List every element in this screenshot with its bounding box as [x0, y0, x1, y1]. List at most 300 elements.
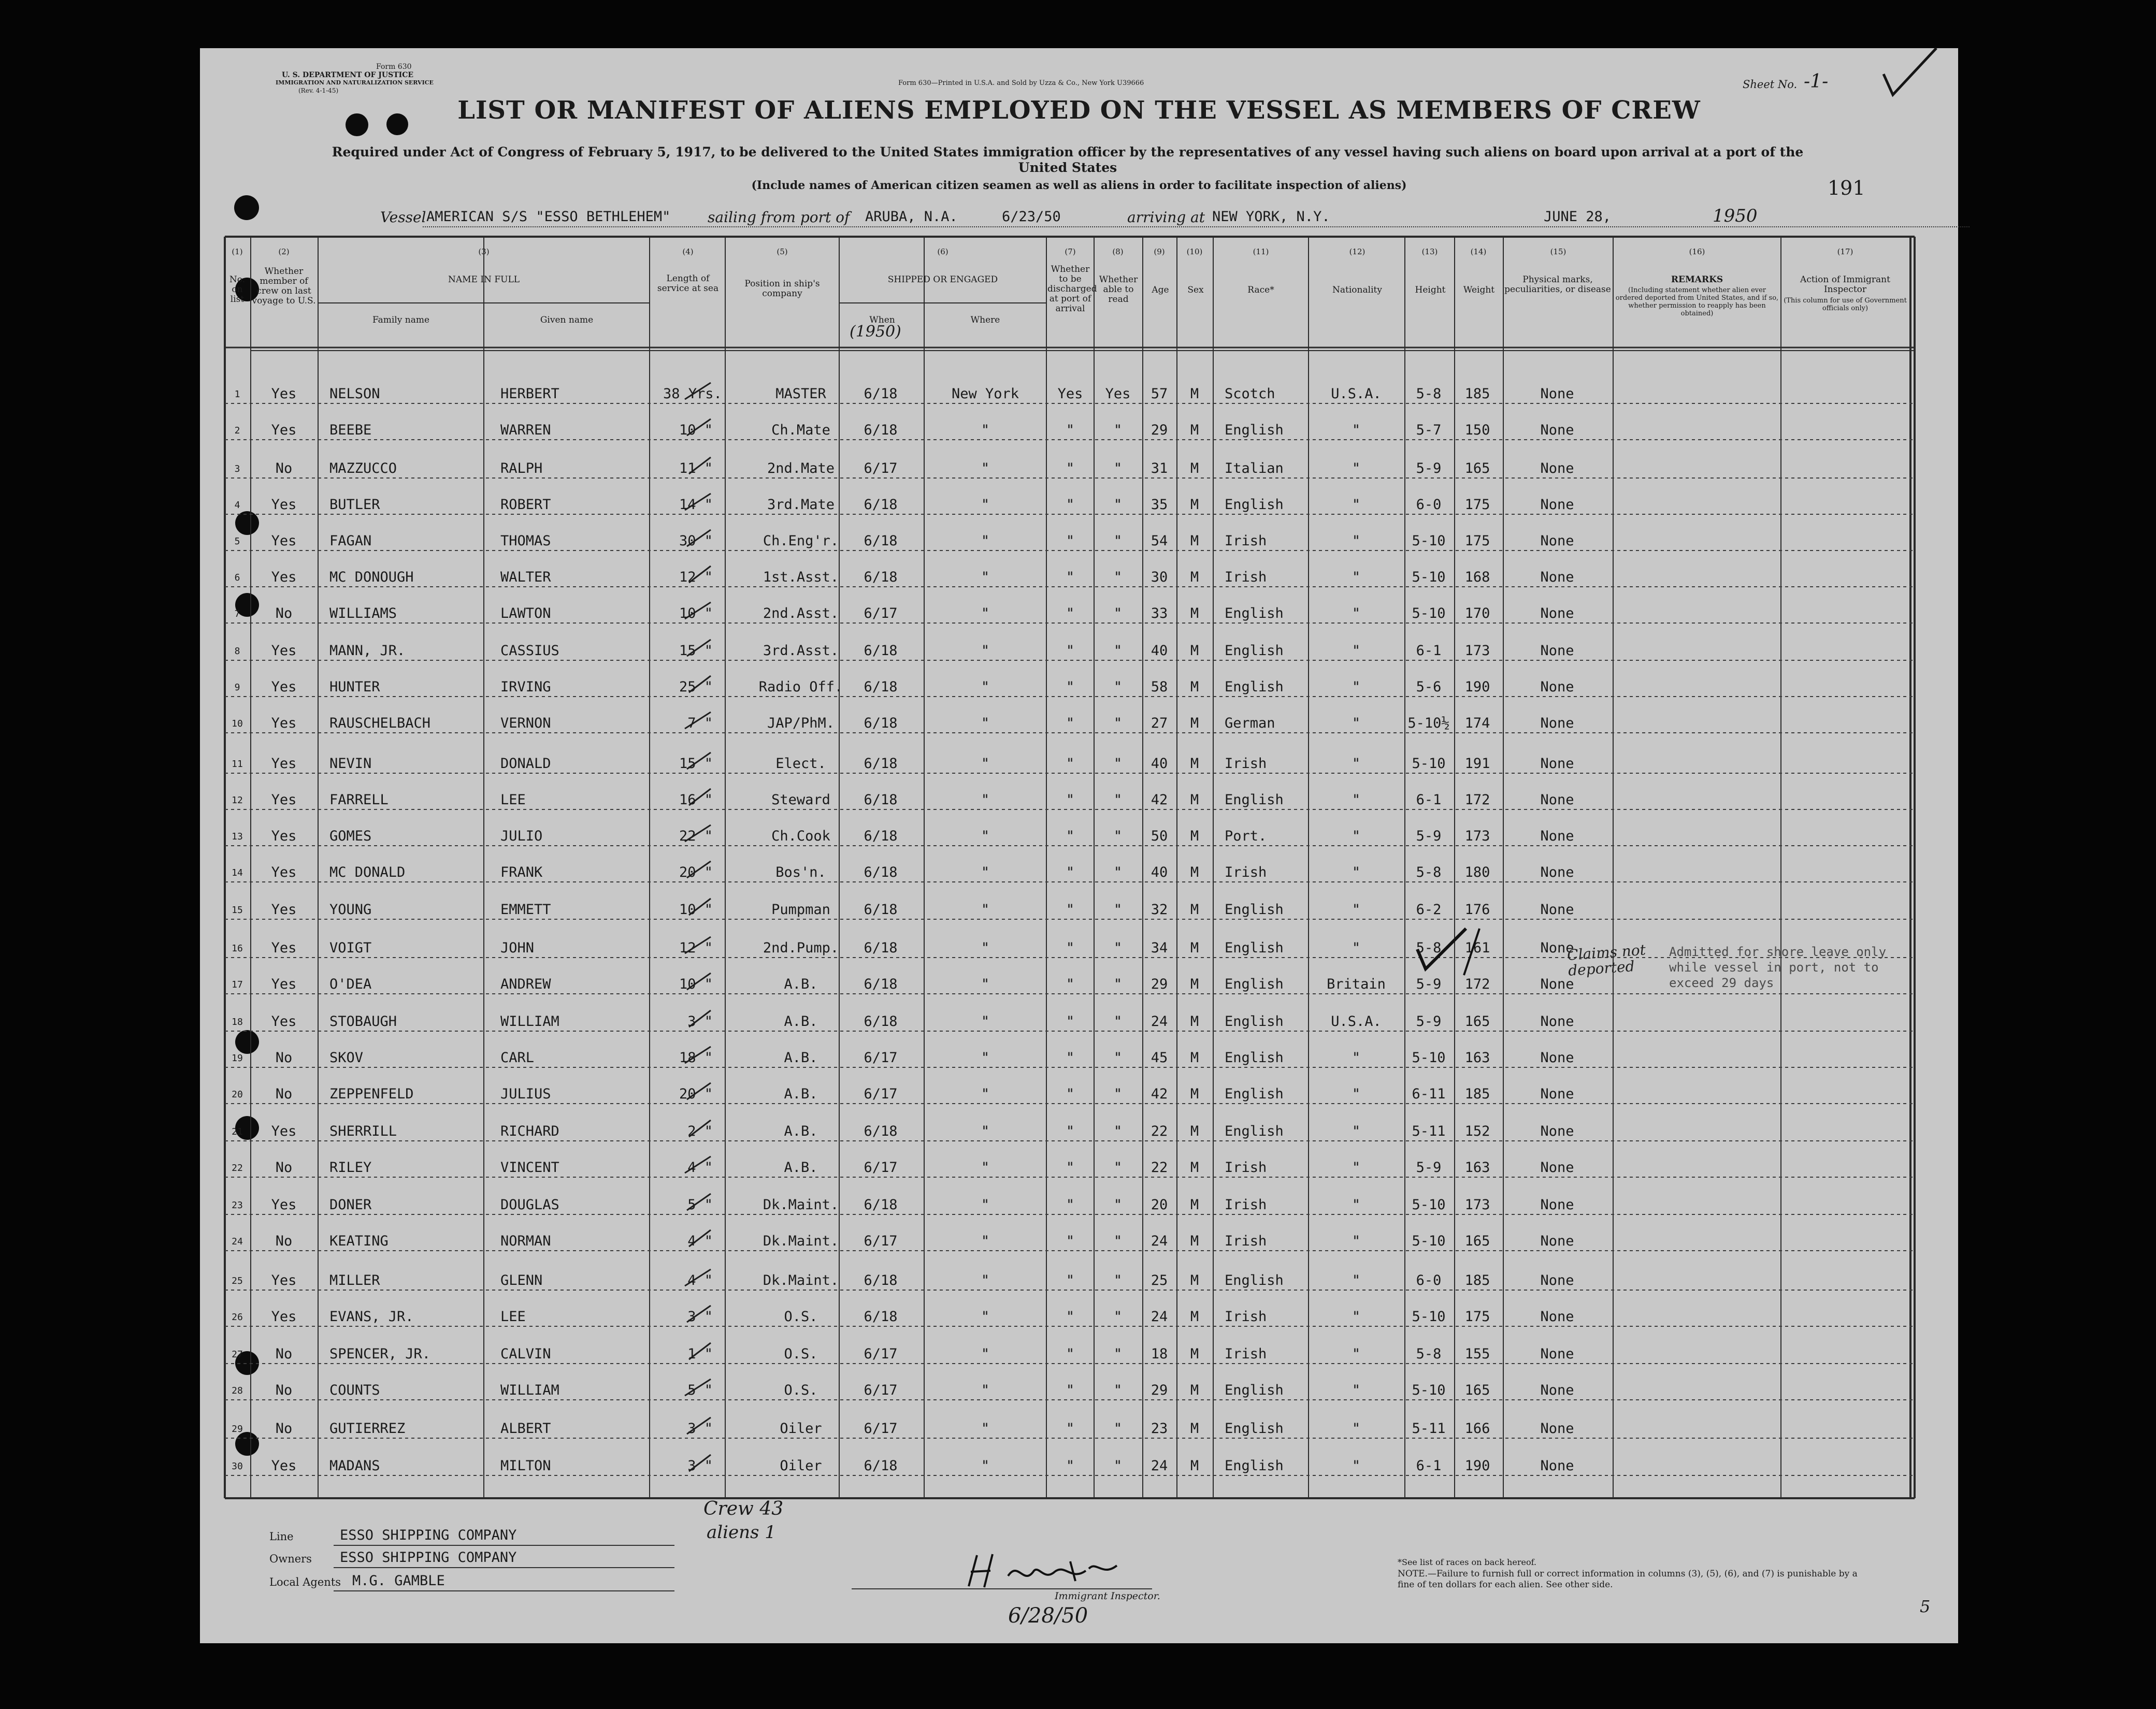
nationality: ": [1352, 1233, 1361, 1249]
able-to-read: ": [1113, 1272, 1123, 1288]
physical-marks: None: [1540, 1233, 1574, 1249]
last-voyage: No: [275, 1233, 293, 1249]
footer-rule-1: [334, 1545, 674, 1546]
agents-label: Local Agents: [269, 1576, 341, 1588]
printer-note: Form 630—Printed in U.S.A. and Sold by Uzza & Co., New York U39666: [898, 79, 1144, 87]
weight: 173: [1464, 643, 1490, 659]
shipped-when: 6/18: [864, 422, 898, 438]
race: Irish: [1225, 1309, 1267, 1325]
shipped-when: 6/18: [864, 1013, 898, 1030]
col-when-header: When: [869, 315, 895, 325]
nationality: ": [1352, 792, 1361, 808]
length-of-service: 10 ": [679, 605, 713, 621]
shipped-where: ": [981, 864, 990, 880]
given-name: ALBERT: [500, 1421, 551, 1437]
shipped-when: 6/18: [864, 1309, 898, 1325]
inspector-label: Immigrant Inspector.: [1055, 1590, 1160, 1602]
nationality: ": [1352, 1382, 1361, 1398]
length-of-service: 1 ": [687, 1346, 713, 1362]
sheet-number: -1-: [1804, 71, 1829, 92]
nationality: ": [1352, 460, 1361, 476]
nationality: ": [1352, 497, 1361, 513]
race: Irish: [1225, 1160, 1267, 1176]
row-number: 12: [232, 795, 243, 806]
height: 5-11: [1412, 1421, 1446, 1437]
shipped-where: ": [981, 792, 990, 808]
age: 23: [1151, 1421, 1168, 1437]
length-of-service: 12 ": [679, 569, 713, 585]
remark-typed: Admitted for shore leave only while vessel in port, not to exceed 29 days: [1669, 945, 1887, 990]
physical-marks: None: [1540, 902, 1574, 918]
shipped-where: ": [981, 605, 990, 621]
able-to-read: ": [1113, 792, 1123, 808]
shipped-when: 6/17: [864, 1086, 898, 1102]
sex: M: [1190, 1382, 1199, 1398]
discharged: ": [1066, 569, 1075, 585]
shipped-where: ": [981, 828, 990, 844]
race: Irish: [1225, 533, 1267, 549]
column-number: (12): [1349, 247, 1366, 256]
position: O.S.: [784, 1346, 818, 1362]
position: JAP/PhM.: [767, 715, 835, 731]
family-name: GUTIERREZ: [329, 1421, 406, 1437]
discharged: ": [1066, 1272, 1075, 1288]
weight: 191: [1464, 756, 1490, 772]
nationality: ": [1352, 756, 1361, 772]
family-name: ZEPPENFELD: [329, 1086, 414, 1102]
weight: 150: [1464, 422, 1490, 438]
col-where-header: Where: [970, 315, 1000, 325]
weight: 190: [1464, 1458, 1490, 1474]
nationality: ": [1352, 1050, 1361, 1066]
position: 2nd.Asst.: [763, 605, 839, 621]
row-number: 6: [234, 572, 240, 583]
age: 29: [1151, 422, 1168, 438]
sex: M: [1190, 1197, 1199, 1213]
races-note: *See list of races on back hereof.: [1398, 1557, 1537, 1567]
given-name: WILLIAM: [500, 1013, 559, 1030]
age: 40: [1151, 756, 1168, 772]
height: 5-9: [1416, 1160, 1442, 1176]
height: 5-10: [1412, 1050, 1446, 1066]
column-number: (1): [232, 247, 243, 256]
age: 32: [1151, 902, 1168, 918]
col-remarks-header: REMARKS: [1671, 274, 1723, 285]
col-race-header: Race*: [1247, 285, 1274, 295]
height: 5-10: [1412, 605, 1446, 621]
length-of-service: 16 ": [679, 792, 713, 808]
sex: M: [1190, 756, 1199, 772]
given-name: DOUGLAS: [500, 1197, 559, 1213]
family-name: HUNTER: [329, 679, 380, 695]
sex: M: [1190, 1458, 1199, 1474]
weight: 173: [1464, 1197, 1490, 1213]
weight: 176: [1464, 902, 1490, 918]
weight: 165: [1464, 1382, 1490, 1398]
position: 3rd.Mate: [767, 497, 835, 513]
shipped-where: ": [981, 1013, 990, 1030]
race: Port.: [1225, 828, 1267, 844]
height: 5-9: [1416, 828, 1442, 844]
row-number: 3: [234, 464, 240, 474]
weight: 163: [1464, 1160, 1490, 1176]
col-remarks-sub: (Including statement whether alien ever ordered deported from United States, and if so, whether permission to reapply has been obtained): [1615, 286, 1779, 317]
shipped-when: 6/18: [864, 643, 898, 659]
shipped-where: ": [981, 715, 990, 731]
shipped-when: 6/17: [864, 1421, 898, 1437]
shipped-where: ": [981, 533, 990, 549]
tick-marks: [200, 48, 1958, 1643]
shipped-when: 6/17: [864, 605, 898, 621]
physical-marks: None: [1540, 864, 1574, 880]
nationality: ": [1352, 902, 1361, 918]
sex: M: [1190, 679, 1199, 695]
height: 5-9: [1416, 1013, 1442, 1030]
race: English: [1225, 1458, 1284, 1474]
row-number: 1: [234, 389, 240, 400]
position: 1st.Asst.: [763, 569, 839, 585]
physical-marks: None: [1540, 533, 1574, 549]
vessel-value: AMERICAN S/S "ESSO BETHLEHEM": [426, 209, 671, 225]
height: 5-9: [1416, 976, 1442, 992]
physical-marks: None: [1540, 679, 1574, 695]
shipped-when: 6/18: [864, 497, 898, 513]
physical-marks: None: [1540, 1086, 1574, 1102]
shipped-where: New York: [951, 386, 1019, 402]
length-of-service: 2 ": [687, 1123, 713, 1139]
nationality: ": [1352, 828, 1361, 844]
sailing-date: 6/23/50: [1002, 209, 1061, 225]
shipped-where: ": [981, 756, 990, 772]
height: 5-10: [1412, 1197, 1446, 1213]
last-voyage: Yes: [271, 497, 297, 513]
col-name-header: NAME IN FULL: [448, 274, 520, 285]
race: Irish: [1225, 569, 1267, 585]
nationality: ": [1352, 1160, 1361, 1176]
able-to-read: ": [1113, 1346, 1123, 1362]
last-voyage: Yes: [271, 1272, 297, 1288]
race: English: [1225, 605, 1284, 621]
physical-marks: None: [1540, 756, 1574, 772]
nationality: ": [1352, 643, 1361, 659]
physical-marks: None: [1540, 1458, 1574, 1474]
family-name: FAGAN: [329, 533, 372, 549]
family-name: RAUSCHELBACH: [329, 715, 431, 731]
form-title: LIST OR MANIFEST OF ALIENS EMPLOYED ON THE VESSEL AS MEMBERS OF CREW: [457, 96, 1701, 125]
able-to-read: ": [1113, 1160, 1123, 1176]
length-of-service: 3 ": [687, 1458, 713, 1474]
sex: M: [1190, 1272, 1199, 1288]
discharged: ": [1066, 1421, 1075, 1437]
nationality: ": [1352, 715, 1361, 731]
shipped-where: ": [981, 569, 990, 585]
vessel-label: Vessel: [380, 209, 426, 226]
race: English: [1225, 1013, 1284, 1030]
nationality: ": [1352, 1272, 1361, 1288]
given-name: CARL: [500, 1050, 535, 1066]
able-to-read: ": [1113, 1013, 1123, 1030]
last-voyage: No: [275, 1382, 293, 1398]
remark-handwritten: Claims not deported: [1566, 941, 1646, 979]
nationality: ": [1352, 864, 1361, 880]
position: 2nd.Mate: [767, 460, 835, 476]
given-name: VINCENT: [500, 1160, 559, 1176]
age: 35: [1151, 497, 1168, 513]
inspector-rule: [852, 1588, 1152, 1589]
age: 42: [1151, 792, 1168, 808]
sex: M: [1190, 902, 1199, 918]
last-voyage: Yes: [271, 940, 297, 956]
footer-rule-2: [334, 1567, 674, 1568]
discharged: ": [1066, 497, 1075, 513]
sex: M: [1190, 1013, 1199, 1030]
row-number: 4: [234, 500, 240, 511]
row-number: 18: [232, 1017, 243, 1027]
position: Oiler: [780, 1421, 822, 1437]
able-to-read: ": [1113, 1382, 1123, 1398]
age: 24: [1151, 1309, 1168, 1325]
position: A.B.: [784, 1013, 818, 1030]
shipped-when: 6/17: [864, 1346, 898, 1362]
race: English: [1225, 1272, 1284, 1288]
discharged: ": [1066, 1050, 1075, 1066]
height: 5-10: [1412, 1309, 1446, 1325]
discharged: ": [1066, 1309, 1075, 1325]
shipped-where: ": [981, 1458, 990, 1474]
column-number: (8): [1112, 247, 1124, 256]
nationality: U.S.A.: [1331, 386, 1382, 402]
able-to-read: ": [1113, 902, 1123, 918]
family-name: NEVIN: [329, 756, 372, 772]
height: 5-10: [1412, 756, 1446, 772]
given-name: ROBERT: [500, 497, 551, 513]
able-to-read: ": [1113, 605, 1123, 621]
discharged: ": [1066, 1346, 1075, 1362]
row-number: 24: [232, 1236, 243, 1247]
shipped-where: ": [981, 1086, 990, 1102]
family-name: MADANS: [329, 1458, 380, 1474]
weight: 174: [1464, 715, 1490, 731]
last-voyage: Yes: [271, 1197, 297, 1213]
family-name: O'DEA: [329, 976, 372, 992]
discharged: ": [1066, 828, 1075, 844]
physical-marks: None: [1540, 605, 1574, 621]
row-number: 9: [234, 682, 240, 693]
last-voyage: Yes: [271, 386, 297, 402]
last-voyage: Yes: [271, 756, 297, 772]
discharged: ": [1066, 1197, 1075, 1213]
position: Oiler: [780, 1458, 822, 1474]
row-number: 26: [232, 1312, 243, 1323]
weight: 155: [1464, 1346, 1490, 1362]
physical-marks: None: [1540, 792, 1574, 808]
height: 6-1: [1416, 1458, 1442, 1474]
shipped-when: 6/18: [864, 864, 898, 880]
column-number: (17): [1837, 247, 1853, 256]
given-name: JULIUS: [500, 1086, 551, 1102]
position: Ch.Mate: [771, 422, 830, 438]
crew-note: Crew 43: [703, 1498, 784, 1519]
nationality: ": [1352, 679, 1361, 695]
arrival-date: JUNE 28,: [1544, 209, 1612, 225]
family-name: FARRELL: [329, 792, 389, 808]
shipped-where: ": [981, 902, 990, 918]
shipped-when: 6/18: [864, 569, 898, 585]
row-number: 17: [232, 979, 243, 990]
able-to-read: Yes: [1105, 386, 1131, 402]
family-name: VOIGT: [329, 940, 372, 956]
race: English: [1225, 1382, 1284, 1398]
col-age-header: Age: [1152, 285, 1169, 295]
given-name: RALPH: [500, 460, 543, 476]
race: English: [1225, 902, 1284, 918]
height: 6-0: [1416, 1272, 1442, 1288]
discharged: ": [1066, 1123, 1075, 1139]
given-name: DONALD: [500, 756, 551, 772]
sex: M: [1190, 605, 1199, 621]
age: 31: [1151, 460, 1168, 476]
row-number: 10: [232, 718, 243, 729]
position: O.S.: [784, 1382, 818, 1398]
row-number: 28: [232, 1385, 243, 1396]
sailing-port: ARUBA, N.A.: [865, 209, 958, 225]
col-when-year: (1950): [850, 323, 901, 341]
row-number: 8: [234, 646, 240, 657]
race: English: [1225, 679, 1284, 695]
age: 25: [1151, 1272, 1168, 1288]
physical-marks: None: [1540, 1050, 1574, 1066]
footer-rule-3: [334, 1590, 674, 1591]
length-of-service: 22 ": [679, 828, 713, 844]
sex: M: [1190, 1421, 1199, 1437]
position: Steward: [771, 792, 830, 808]
row-number: 2: [234, 425, 240, 436]
family-name: SPENCER, JR.: [329, 1346, 431, 1362]
shipped-when: 6/17: [864, 1382, 898, 1398]
position: Radio Off.: [758, 679, 843, 695]
discharged: ": [1066, 460, 1075, 476]
column-number: (16): [1689, 247, 1705, 256]
row-number: 15: [232, 905, 243, 916]
row-number: 14: [232, 867, 243, 878]
col-no-header: No. on list: [229, 274, 246, 305]
length-of-service: 3 ": [687, 1309, 713, 1325]
physical-marks: None: [1540, 422, 1574, 438]
length-of-service: 15 ": [679, 756, 713, 772]
line-label: Line: [269, 1530, 294, 1543]
given-name: GLENN: [500, 1272, 543, 1288]
position: Ch.Cook: [771, 828, 830, 844]
sex: M: [1190, 1346, 1199, 1362]
last-voyage: Yes: [271, 1013, 297, 1030]
physical-marks: None: [1540, 1382, 1574, 1398]
sex: M: [1190, 1160, 1199, 1176]
race: English: [1225, 940, 1284, 956]
row-number: 25: [232, 1276, 243, 1286]
department-label: U. S. DEPARTMENT OF JUSTICE: [282, 71, 414, 79]
height: 5-10: [1412, 1233, 1446, 1249]
weight: 168: [1464, 569, 1490, 585]
physical-marks: None: [1540, 460, 1574, 476]
height: 5-8: [1416, 940, 1442, 956]
discharged: ": [1066, 902, 1075, 918]
last-voyage: Yes: [271, 792, 297, 808]
given-name: THOMAS: [500, 533, 551, 549]
able-to-read: ": [1113, 1123, 1123, 1139]
row-number: 5: [234, 536, 240, 547]
given-name: LEE: [500, 1309, 526, 1325]
column-number: (11): [1253, 247, 1269, 256]
sex: M: [1190, 1233, 1199, 1249]
discharged: ": [1066, 605, 1075, 621]
position: Dk.Maint.: [763, 1233, 839, 1249]
col-read-header: Whether able to read: [1099, 274, 1138, 305]
age: 50: [1151, 828, 1168, 844]
race: English: [1225, 792, 1284, 808]
sheet-label: Sheet No.: [1743, 78, 1798, 91]
given-name: WILLIAM: [500, 1382, 559, 1398]
last-voyage: Yes: [271, 902, 297, 918]
given-name: CASSIUS: [500, 643, 559, 659]
col-shipped-header: SHIPPED OR ENGAGED: [887, 274, 998, 285]
race: English: [1225, 976, 1284, 992]
nationality: ": [1352, 605, 1361, 621]
length-of-service: 4 ": [687, 1272, 713, 1288]
age: 29: [1151, 976, 1168, 992]
age: 20: [1151, 1197, 1168, 1213]
discharged: ": [1066, 1086, 1075, 1102]
nationality: ": [1352, 569, 1361, 585]
height: 6-11: [1412, 1086, 1446, 1102]
weight: 185: [1464, 386, 1490, 402]
sex: M: [1190, 460, 1199, 476]
sex: M: [1190, 792, 1199, 808]
position: Elect.: [775, 756, 826, 772]
sex: M: [1190, 976, 1199, 992]
shipped-where: ": [981, 1382, 990, 1398]
inspector-date: 6/28/50: [1008, 1604, 1088, 1628]
last-voyage: Yes: [271, 679, 297, 695]
shipped-when: 6/18: [864, 828, 898, 844]
given-name: LAWTON: [500, 605, 551, 621]
shipped-where: ": [981, 1050, 990, 1066]
age: 24: [1151, 1458, 1168, 1474]
last-voyage: No: [275, 1160, 293, 1176]
age: 30: [1151, 569, 1168, 585]
length-of-service: 5 ": [687, 1382, 713, 1398]
length-of-service: 15 ": [679, 643, 713, 659]
discharged: ": [1066, 1013, 1075, 1030]
discharged: ": [1066, 756, 1075, 772]
family-name: BEEBE: [329, 422, 372, 438]
given-name: IRVING: [500, 679, 551, 695]
weight: 163: [1464, 1050, 1490, 1066]
shipped-when: 6/18: [864, 1272, 898, 1288]
shipped-where: ": [981, 976, 990, 992]
discharged: ": [1066, 940, 1075, 956]
able-to-read: ": [1113, 1458, 1123, 1474]
nationality: ": [1352, 533, 1361, 549]
length-of-service: 5 ": [687, 1197, 713, 1213]
length-of-service: 20 ": [679, 1086, 713, 1102]
shipped-where: ": [981, 940, 990, 956]
length-of-service: 10 ": [679, 902, 713, 918]
given-name: RICHARD: [500, 1123, 559, 1139]
race: Scotch: [1225, 386, 1275, 402]
physical-marks: None: [1540, 643, 1574, 659]
height: 5-9: [1416, 460, 1442, 476]
agents-value: M.G. GAMBLE: [352, 1573, 445, 1589]
